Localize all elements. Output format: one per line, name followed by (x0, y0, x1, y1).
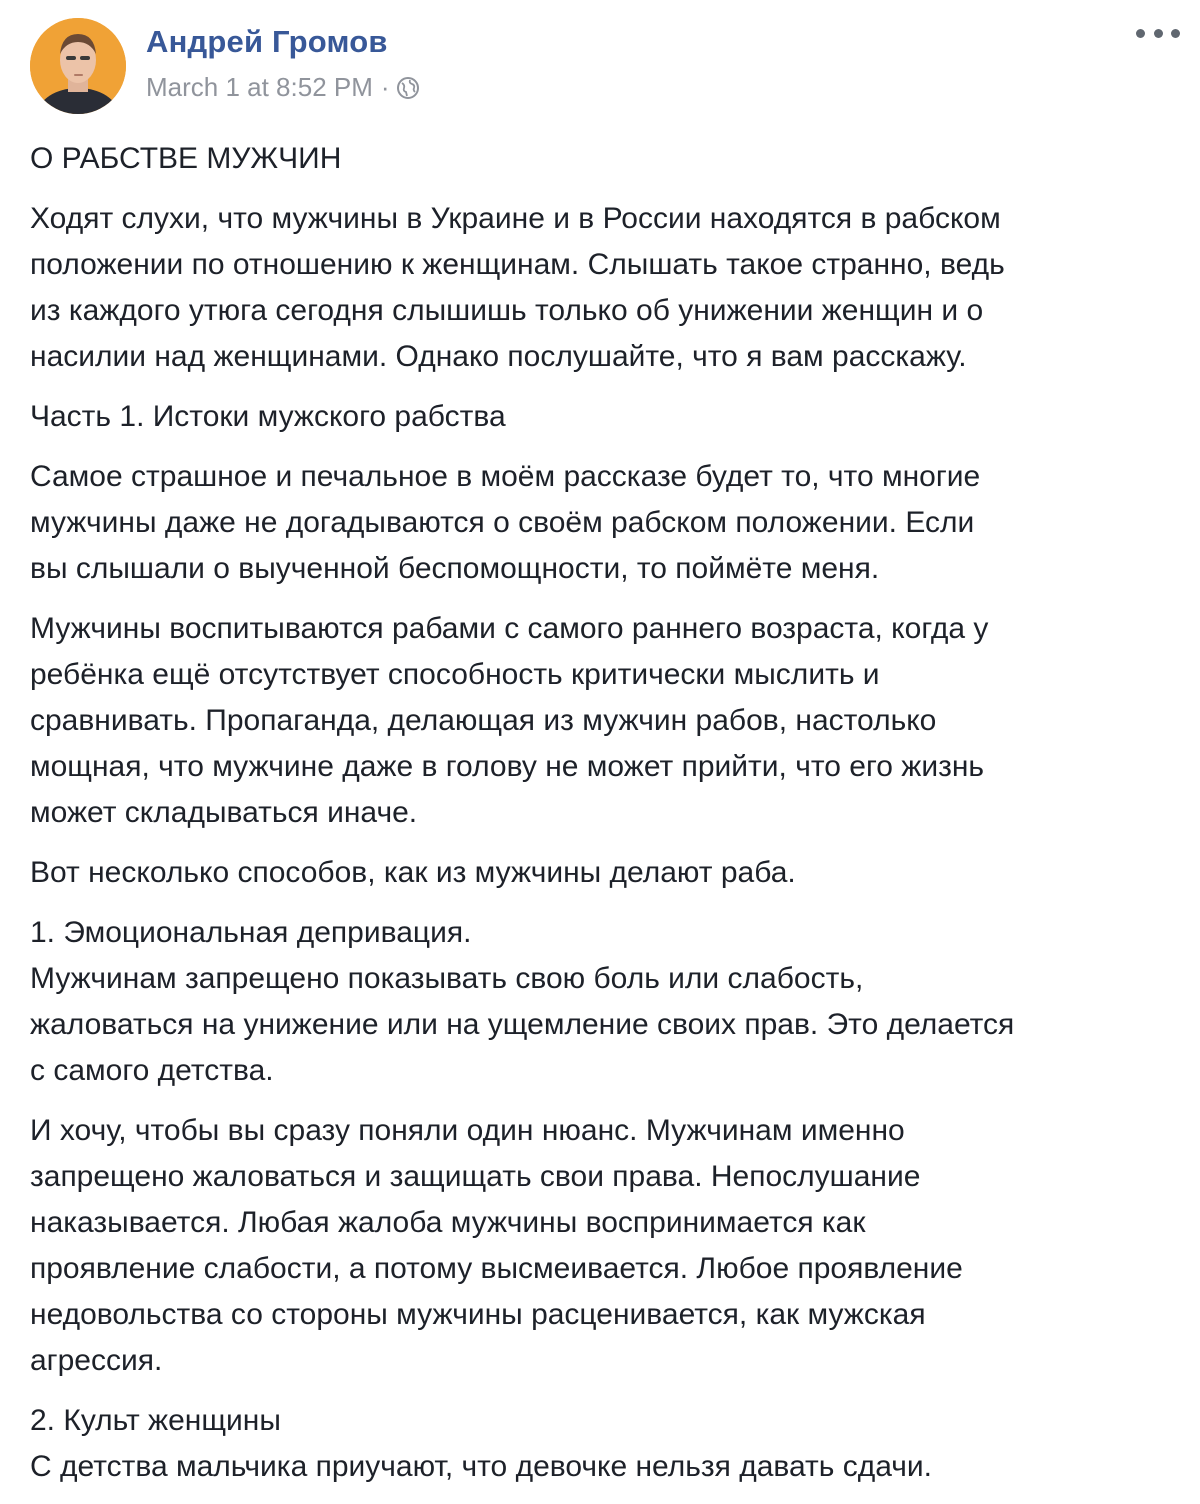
post-paragraph: Ходят слухи, что мужчины в Украине и в России находятся в рабском положении по отношению к женщинам. Слышать такое странно, ведь из каждого утюга сегодня слышишь только об унижении женщин и о насилии над женщинами. Однако послушайте, что я вам расскажу. (30, 202, 1005, 373)
post-title: О РАБСТВЕ МУЖЧИН (30, 142, 342, 175)
post-meta (146, 72, 420, 103)
post-paragraph: 2. Культ женщины С детства мальчика приучают, что девочке нельзя давать сдачи. (30, 1404, 932, 1483)
post-paragraph: Мужчины воспитываются рабами с самого раннего возраста, когда у ребёнка ещё отсутствует способность критически мыслить и сравнивать. Пропаганда, делающая из мужчин рабов, настолько мощная, что мужчине даже в голову не может прийти, что его жизнь может складываться иначе. (30, 612, 989, 829)
avatar-photo (30, 18, 126, 114)
globe-icon[interactable] (396, 76, 420, 100)
post-section-heading: Часть 1. Истоки мужского рабства (30, 400, 506, 433)
more-options-icon[interactable] (1136, 18, 1180, 48)
post-timestamp[interactable]: March 1 at 8:52 PM (146, 72, 373, 102)
more-dot (1171, 29, 1180, 38)
post-header (30, 18, 1180, 118)
meta-separator: · (380, 72, 390, 102)
author-name[interactable]: Андрей Громов (146, 24, 388, 59)
avatar[interactable] (30, 18, 126, 114)
post-text (30, 136, 1180, 1504)
more-dot (1154, 29, 1163, 38)
more-dot (1136, 29, 1145, 38)
post-paragraph: Вот несколько способов, как из мужчины делают раба. (30, 856, 796, 889)
post-paragraph: И хочу, чтобы вы сразу поняли один нюанс. Мужчинам именно запрещено жаловаться и защищать свои права. Непослушание наказывается. Любая жалоба мужчины воспринимается как проявление слабости, а потому высмеивается. Любое проявление недовольства со стороны мужчины расценивается, как мужская агрессия. (30, 1114, 963, 1377)
post-paragraph: 1. Эмоциональная депривация. Мужчинам запрещено показывать свою боль или слабость, жаловаться на унижение или на ущемление своих прав. Это делается с самого детства. (30, 916, 1015, 1087)
post-paragraph: Самое страшное и печальное в моём рассказе будет то, что многие мужчины даже не догадываются о своём рабском положении. Если вы слышали о выученной беспомощности, то поймёте меня. (30, 460, 981, 585)
